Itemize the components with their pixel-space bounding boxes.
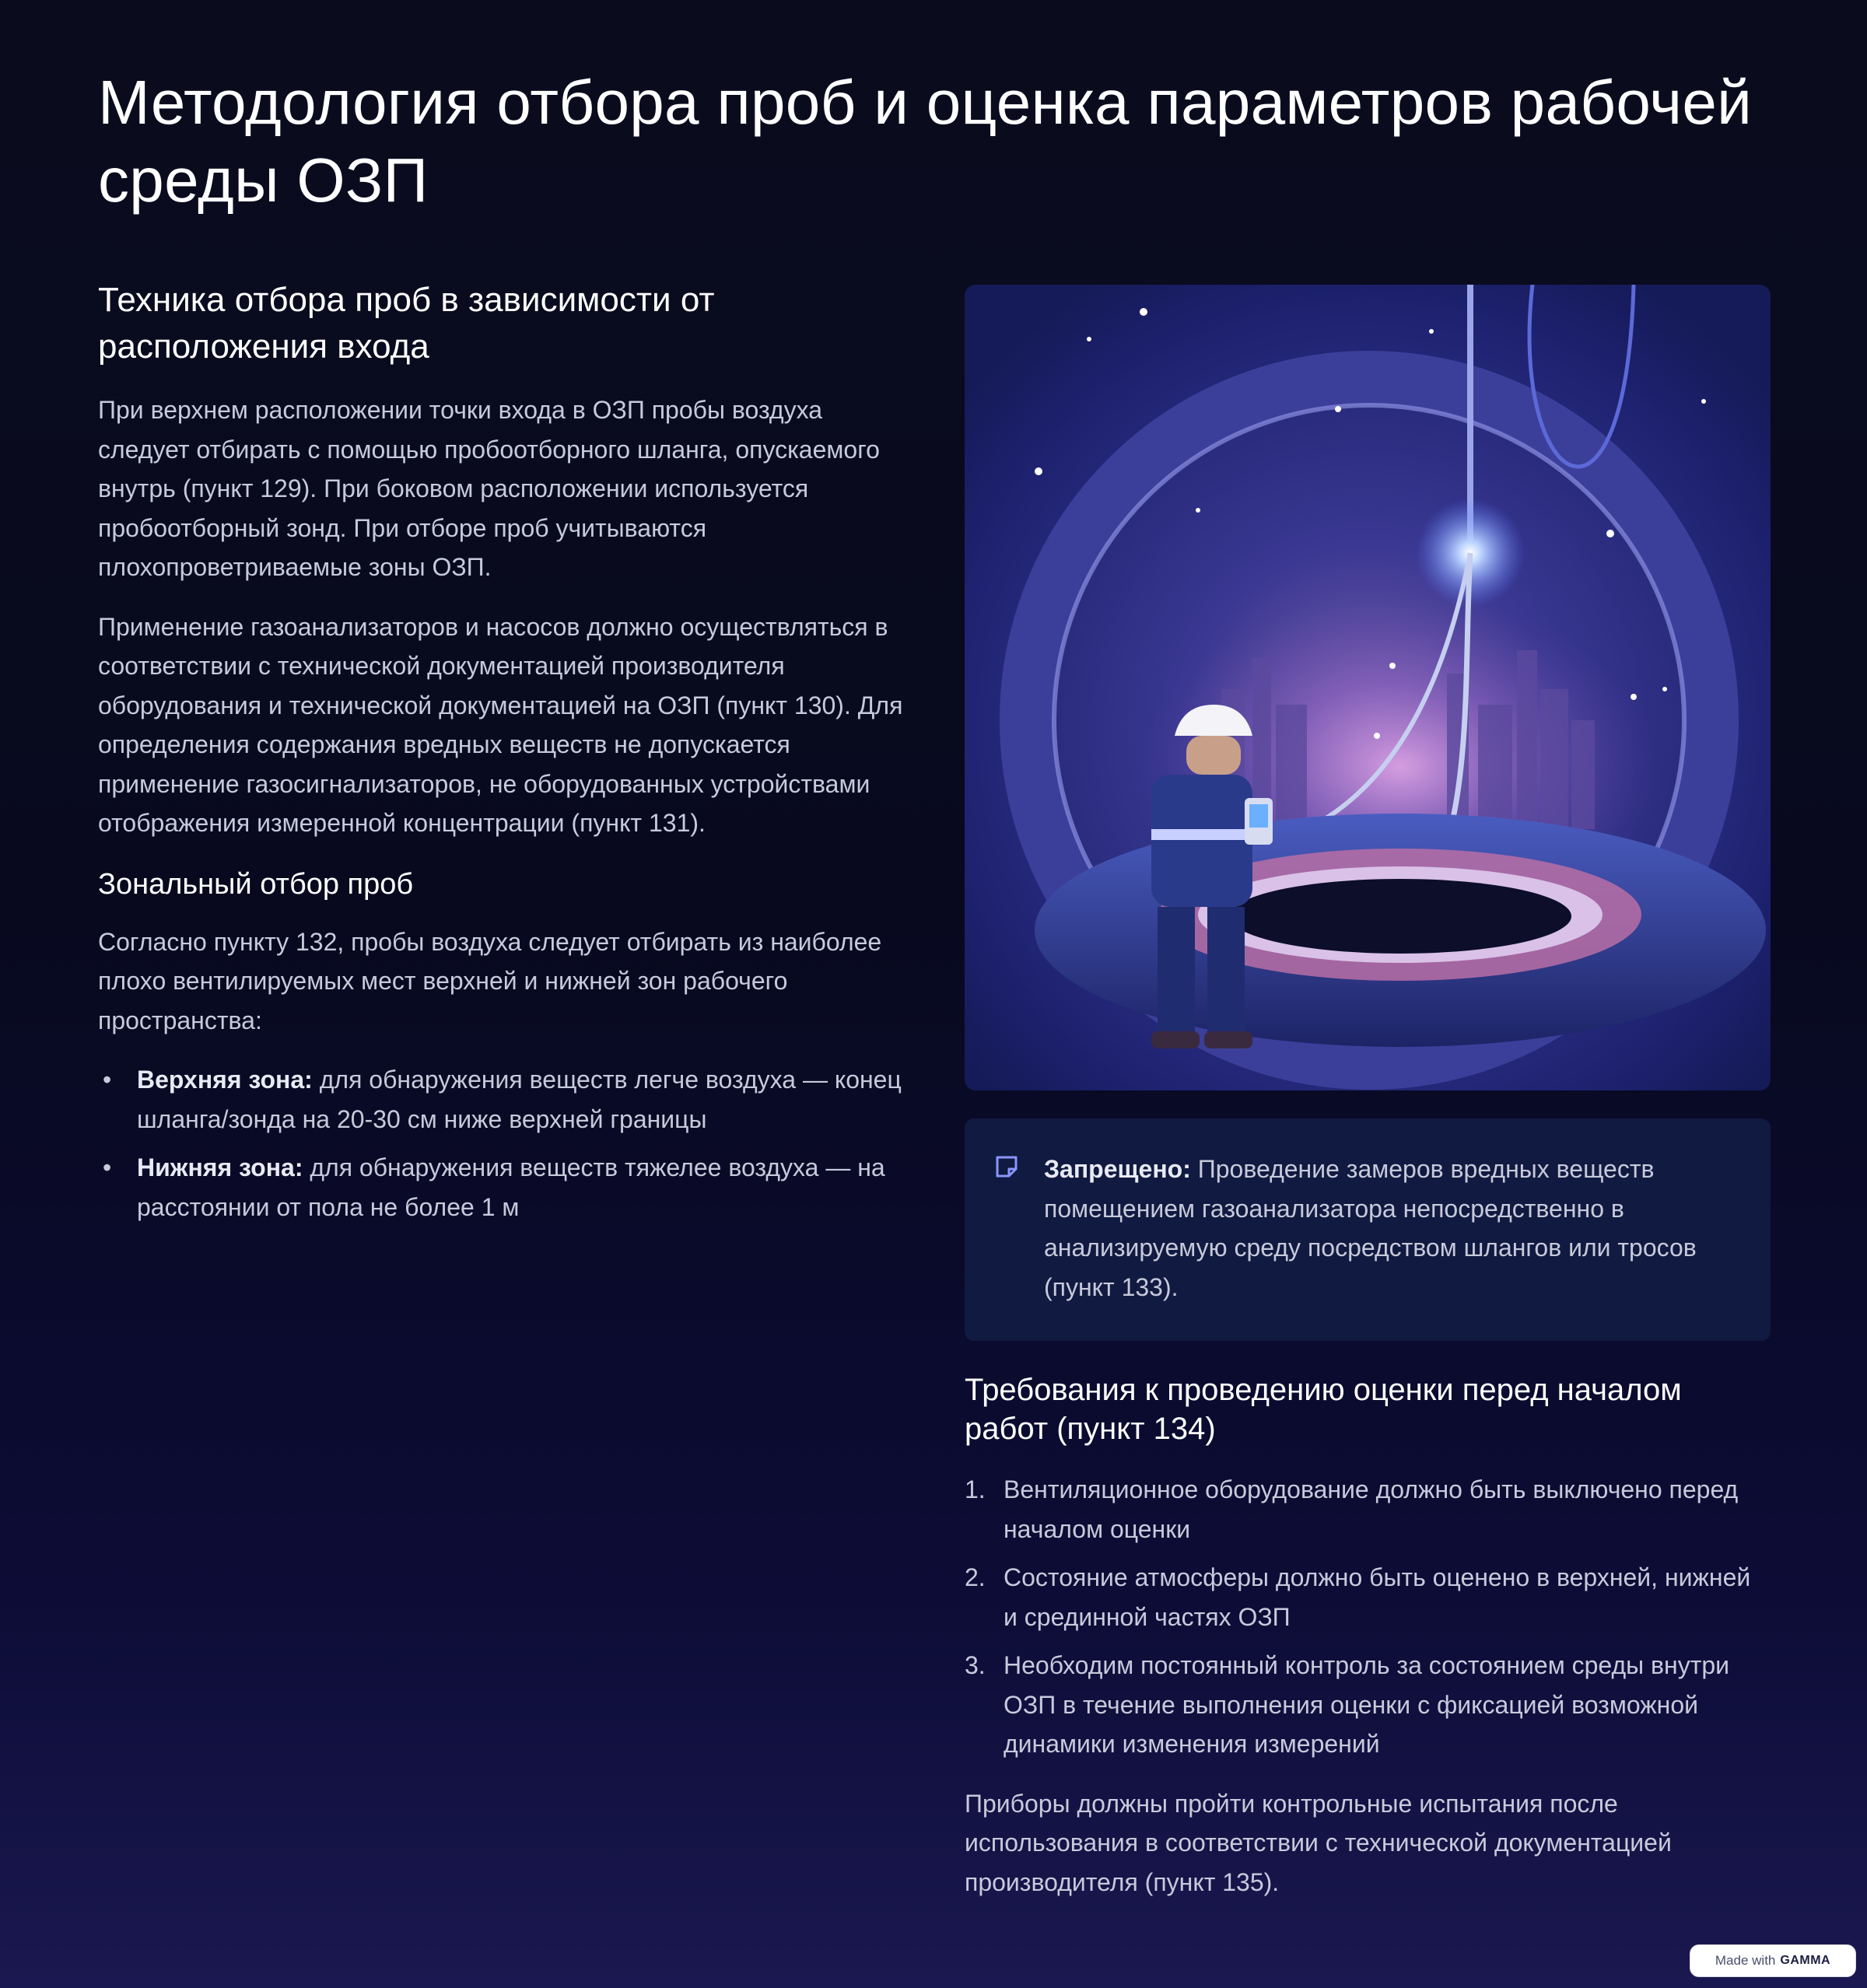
list-number: 3. (965, 1651, 986, 1679)
list-text: Состояние атмосферы должно быть оценено в верхней, нижней и срединной частях ОЗП (1004, 1563, 1751, 1631)
zonal-sampling-heading: Зональный отбор проб (98, 867, 414, 901)
list-text: Вентиляционное оборудование должно быть выключено перед началом оценки (1004, 1475, 1739, 1543)
list-item (965, 1646, 1771, 1764)
bullet: • (103, 1153, 112, 1181)
right-column (965, 285, 1771, 1922)
zone-list (98, 1060, 907, 1227)
zone-text: для обнаружения веществ тяжелее воздуха — на расстоянии от пола не более 1 м (137, 1153, 885, 1221)
requirements-list (965, 1470, 1771, 1764)
note-icon (993, 1153, 1021, 1181)
warning-callout (965, 1118, 1771, 1341)
warning-label: Запрещено: (1044, 1155, 1191, 1183)
hero-illustration (965, 285, 1771, 1090)
zonal-sampling-paragraph: Согласно пункту 132, пробы воздуха следует отбирать из наиболее плохо вентилируемых мест верхней и нижней зон рабочего пространства: (98, 927, 882, 1034)
made-with-gamma-badge[interactable] (1690, 1944, 1856, 1977)
requirements-heading: Требования к проведению оценки перед началом работ (пункт 134) (965, 1373, 1682, 1446)
list-item (965, 1558, 1771, 1636)
badge-prefix: Made with (1715, 1953, 1776, 1968)
equipment-paragraph: Применение газоанализаторов и насосов должно осуществляться в соответствии с технической документацией производителя оборудования и технической документацией на ОЗП (пункт 130). Для определения содержания вредных веществ не допускается применение газосигнализаторов, не оборудованных устройствами отображения измеренной концентрации (пункт 131). (98, 612, 903, 837)
list-number: 2. (965, 1563, 986, 1591)
badge-brand: GAMMA (1780, 1954, 1831, 1967)
calibration-paragraph: Приборы должны пройти контрольные испытания после использования в соответствии с технической документацией производителя (пункт 135). (965, 1789, 1672, 1896)
warning-text (1044, 1150, 1724, 1307)
list-item (98, 1060, 907, 1139)
page-title: Методология отбора проб и оценка параметров рабочей среды ОЗП (98, 68, 1753, 215)
entry-technique-paragraph: При верхнем расположении точки входа в ОЗП пробы воздуха следует отбирать с помощью пробоотборного шланга, опускаемого внутрь (пункт 129). При боковом расположении используется пробоотборный зонд. При отборе проб учитываются плохопроветриваемые зоны ОЗП. (98, 396, 880, 581)
list-text: Необходим постоянный контроль за состоянием среды внутри ОЗП в течение выполнения оценки с фиксацией возможной динамики изменения измерений (1004, 1651, 1730, 1758)
list-item (965, 1470, 1771, 1549)
list-number: 1. (965, 1475, 986, 1503)
list-item (98, 1148, 907, 1227)
warning-body: Проведение замеров вредных веществ помещением газоанализатора непосредственно в анализируемую среду посредством шлангов или тросов (пункт 133). (1044, 1155, 1697, 1301)
zone-text: для обнаружения веществ легче воздуха — конец шланга/зонда на 20-30 см ниже верхней границы (137, 1066, 902, 1133)
bullet: • (103, 1066, 112, 1094)
zone-label: Верхняя зона: (137, 1066, 313, 1094)
zone-label: Нижняя зона: (137, 1153, 303, 1181)
left-column (98, 277, 907, 1236)
entry-technique-heading: Техника отбора проб в зависимости от расположения входа (98, 281, 715, 366)
